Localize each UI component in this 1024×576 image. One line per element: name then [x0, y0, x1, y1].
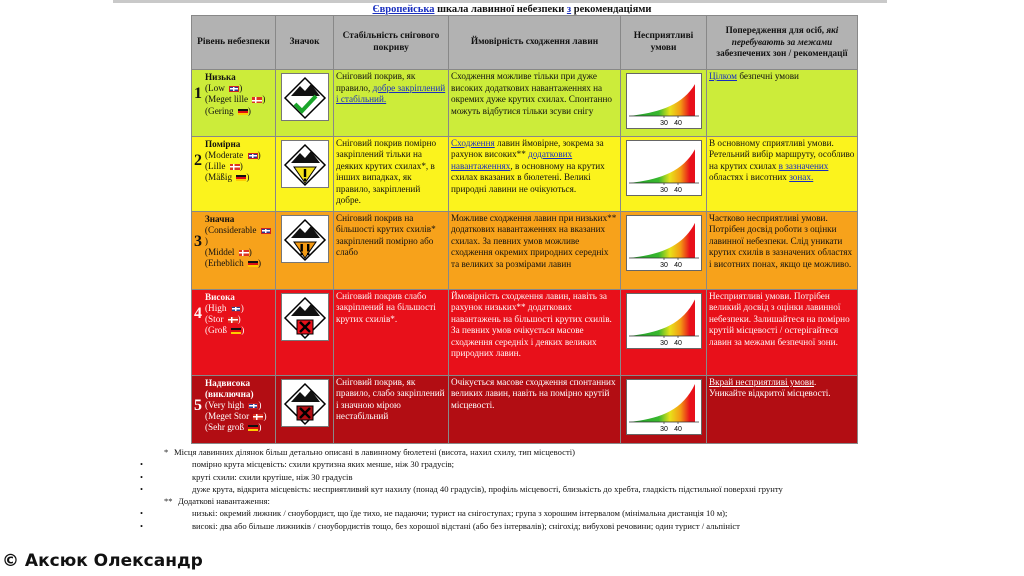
level-name-dk: (Stor ) [205, 313, 241, 324]
level-cell [192, 136, 276, 211]
conditions-cell [621, 289, 707, 375]
germany-flag-icon [231, 328, 241, 334]
footnote-text: Місця лавинних ділянок більш детально описані в лавинному бюлетені (висота, нахил схилу, тип місцевості) [174, 447, 575, 457]
stability-cell: Сніговий покрив слабо закріплений на більшості крутих схилів*. [334, 289, 449, 375]
stability-cell: Сніговий покрив на більшості крутих схилів* закріплений помірно або слабо [334, 211, 449, 289]
slope-chart [626, 140, 702, 196]
header-warnings-b: які перебувають за межами [731, 25, 839, 47]
level-name-en: (Very high ) [205, 399, 262, 410]
slope-danger-area [629, 384, 695, 422]
moderate-danger-exclamation-icon [281, 140, 329, 188]
probability-cell [449, 136, 621, 211]
level-cell [192, 211, 276, 289]
footnote-star: ** [164, 496, 173, 507]
icon-cell [276, 289, 334, 375]
table-row [192, 211, 858, 289]
level-name-dk: (Meget lille ) [205, 94, 266, 105]
level-name-sub: (виключна) [205, 388, 254, 399]
probability-link-loads[interactable]: додаткових навантаженнях [451, 149, 573, 171]
warning-link[interactable]: Цілком [709, 71, 738, 81]
level-cell [192, 289, 276, 375]
level-name-de: (Gering ) [205, 105, 251, 116]
footnote-item: круті схили: схили крутіше, ніж 30 градусів [192, 471, 353, 482]
footnote-item: низькі: окремий лижник / сноубордист, що їде тихо, не падаючи; турист на снігоступах; група з хорошим інтервалом (мінімальна дистанція 10 м); [192, 508, 728, 519]
level-number: 4 [194, 304, 202, 322]
germany-flag-icon [248, 261, 258, 267]
warning-cell: Несприятливі умови. Потрібен великий досвід з оцінки лавинної небезпеки. Залишайтеся на помірно крутій місцевості / остерігайтеся лавин за межами безпечної зони. [707, 289, 858, 375]
denmark-flag-icon [239, 250, 249, 256]
level-name-dk: (Meget Stor ) [205, 411, 267, 422]
level-name: Висока [205, 291, 235, 302]
level-name-de: (Groß ) [205, 325, 245, 336]
copyright-label: © Аксюк Олександр [2, 551, 203, 571]
slope-danger-area [629, 299, 695, 336]
probability-link[interactable]: Сходження [451, 137, 495, 148]
warning-cell [707, 70, 858, 137]
uk-flag-icon [231, 306, 241, 312]
header-conditions: Несприятливі умови [621, 16, 707, 70]
germany-flag-icon [248, 425, 258, 431]
slope-tick-label: 40 [673, 339, 682, 347]
level-number: 1 [194, 85, 202, 103]
icon-cell [276, 375, 334, 443]
level-number: 2 [194, 151, 202, 169]
germany-flag-icon [236, 175, 246, 181]
level-cell [192, 375, 276, 443]
header-icon: Значок [276, 16, 334, 70]
denmark-flag-icon [252, 97, 262, 103]
slope-tick-label: 30 [659, 261, 668, 269]
conditions-cell [621, 375, 707, 443]
top-border-line [113, 0, 887, 3]
stability-cell: Сніговий покрив, як правило, слабо закріплений і значною мірою нестабільний [334, 375, 449, 443]
low-danger-checkmark-icon [281, 73, 329, 121]
level-name: Помірна [205, 138, 241, 149]
level-name-en: (Considerable ) [205, 225, 271, 246]
slope-chart [626, 293, 702, 349]
warning-cell [707, 375, 858, 443]
slope-tick-label: 40 [673, 261, 682, 269]
footnotes [140, 447, 1000, 533]
icon-cell [276, 211, 334, 289]
footnote-item: дуже крута, відкрита місцевість: несприятливий кут нахилу (понад 40 градусів), профіль місцевості, близькість до хребта, гладкість підстильної поверхні грунту [192, 483, 783, 494]
title-text-middle: шкала лавинної небезпеки [434, 4, 567, 15]
probability-cell: Можливе сходження лавин при низьких** додаткових навантаженнях на вказаних схилах. За певних умов можливе сходження окремих природних середніх та великих за розмірами лавин [449, 211, 621, 289]
germany-flag-icon [238, 109, 248, 115]
table-row [192, 375, 858, 443]
warning-text: В основному сприятливі умови. Ретельний вибір маршруту, особливо на крутих схилах [709, 137, 855, 171]
level-name-de: (Mäßig ) [205, 172, 250, 183]
slope-tick-label: 30 [659, 186, 668, 194]
probability-text-end: , в основному на крутих схилах вказаних в бюлетені. Великі природні лавини не очікуються. [451, 160, 605, 194]
slope-tick-label: 40 [673, 186, 682, 194]
probability-cell: Ймовірність сходження лавин, навіть за рахунок низьких** додаткових навантажень на більшості крутих схилів. За певних умов очікується масове сходження середніх і деяких великих природних лавин. [449, 289, 621, 375]
slope-tick-label: 40 [673, 120, 682, 127]
slope-danger-area [629, 84, 695, 116]
bullet: • [140, 459, 144, 470]
header-warnings-c: забезпечених зон / рекомендації [716, 48, 848, 59]
high-danger-cross-icon [281, 293, 329, 341]
warning-text-mid: областях і висотних [709, 172, 790, 182]
footnote-text: Додаткові навантаження: [178, 496, 270, 507]
conditions-cell [621, 70, 707, 137]
level-name-dk: (Middel ) [204, 247, 252, 258]
level-name: Надвисока [205, 377, 251, 388]
level-name-dk: (Lille ) [205, 160, 243, 171]
footnote-item: помірно крута місцевість: схили крутизна яких менше, ніж 30 градусів; [192, 459, 455, 470]
uk-flag-icon [229, 86, 239, 92]
uk-flag-icon [248, 403, 258, 409]
avalanche-danger-table [191, 15, 858, 444]
header-level: Рівень небезпеки [192, 16, 276, 70]
level-name-en: (High ) [205, 302, 244, 313]
probability-text: лавин ймовірне, зокрема за рахунок високих** [451, 137, 604, 159]
document-title [0, 4, 1024, 15]
icon-cell [276, 136, 334, 211]
denmark-flag-icon [228, 317, 238, 323]
level-name-en: (Low ) [205, 83, 243, 94]
slope-tick-label: 30 [659, 425, 668, 433]
bullet: • [140, 471, 144, 482]
slope-chart [626, 215, 702, 271]
level-number: 3 [194, 232, 202, 250]
header-probability: Ймовірність сходження лавин [449, 16, 621, 70]
level-cell [192, 70, 276, 137]
denmark-flag-icon [230, 164, 240, 170]
warning-cell: Частково несприятливі умови. Потрібен досвід роботи з оцінки лавинної небезпеки. Слід уникати крутих схилів в зазначених областях і висотних понах, якщо це можливо. [707, 211, 858, 289]
table-header-row [192, 16, 858, 70]
warning-text: . Уникайте відкритої місцевості. [709, 376, 831, 398]
header-stability: Стабільність снігового покриву [334, 16, 449, 70]
denmark-flag-icon [253, 414, 263, 420]
bullet: • [140, 520, 144, 531]
slope-danger-area [629, 222, 695, 257]
slope-tick-label: 40 [673, 425, 682, 433]
uk-flag-icon [261, 228, 271, 234]
bullet: • [140, 483, 144, 494]
level-name: Низька [205, 72, 236, 82]
table-row [192, 70, 858, 137]
stability-cell [334, 70, 449, 137]
slope-chart [626, 379, 702, 435]
slope-chart [626, 73, 702, 129]
level-name: Значна [204, 213, 235, 224]
footnote-item: високі: два або більше лижників / сноубордистів тощо, без хорошої відстані (або без інтервалів); снігохід; вибухові речовини; один турист / альпініст [192, 520, 740, 531]
warning-link-zones[interactable]: зонах. [789, 172, 814, 182]
title-text-end: рекомендаціями [571, 4, 652, 15]
very-high-danger-cross-icon [281, 379, 329, 427]
table-row [192, 136, 858, 211]
icon-cell [276, 70, 334, 137]
title-link-with[interactable]: з [566, 4, 572, 15]
warning-text: безпечні умови [737, 71, 799, 81]
stability-text: Сніговий покрив, як правило, [336, 71, 416, 93]
warning-link-specified[interactable]: в зазначених [778, 160, 829, 171]
header-warnings [707, 16, 858, 70]
uk-flag-icon [248, 153, 258, 159]
considerable-danger-double-exclamation-icon [281, 215, 329, 263]
stability-cell: Сніговий покрив помірно закріплений тільки на деяких крутих схилах*, в інших випадках, як правило, закріплений добре. [334, 136, 449, 211]
stability-link[interactable]: добре закріплений і стабільний. [336, 82, 446, 104]
bullet: • [140, 508, 144, 519]
conditions-cell [621, 136, 707, 211]
probability-cell: Сходження можливе тільки при дуже високих додаткових навантаженнях на окремих дуже крутих схилах. Спонтанно можуть відбутися тільки зсуви снігу [449, 70, 621, 137]
probability-cell: Очікується масове сходження спонтанних великих лавин, навіть на помірно крутій місцевості. [449, 375, 621, 443]
title-link-european[interactable]: Європейська [372, 4, 435, 15]
warning-cell [707, 136, 858, 211]
level-name-de: (Erheblich ) [204, 258, 262, 269]
conditions-cell [621, 211, 707, 289]
slope-danger-area [629, 149, 695, 183]
level-name-en: (Moderate ) [205, 149, 261, 160]
slope-tick-label: 30 [659, 339, 668, 347]
footnote-star: * [164, 447, 169, 457]
header-warnings-a: Попередження для осіб, [725, 25, 827, 36]
table-row [192, 289, 858, 375]
warning-link[interactable]: Вкрай несприятливі умови [709, 376, 815, 387]
level-number: 5 [194, 396, 202, 414]
level-name-de: (Sehr groß ) [205, 422, 262, 433]
slope-tick-label: 30 [659, 120, 668, 127]
